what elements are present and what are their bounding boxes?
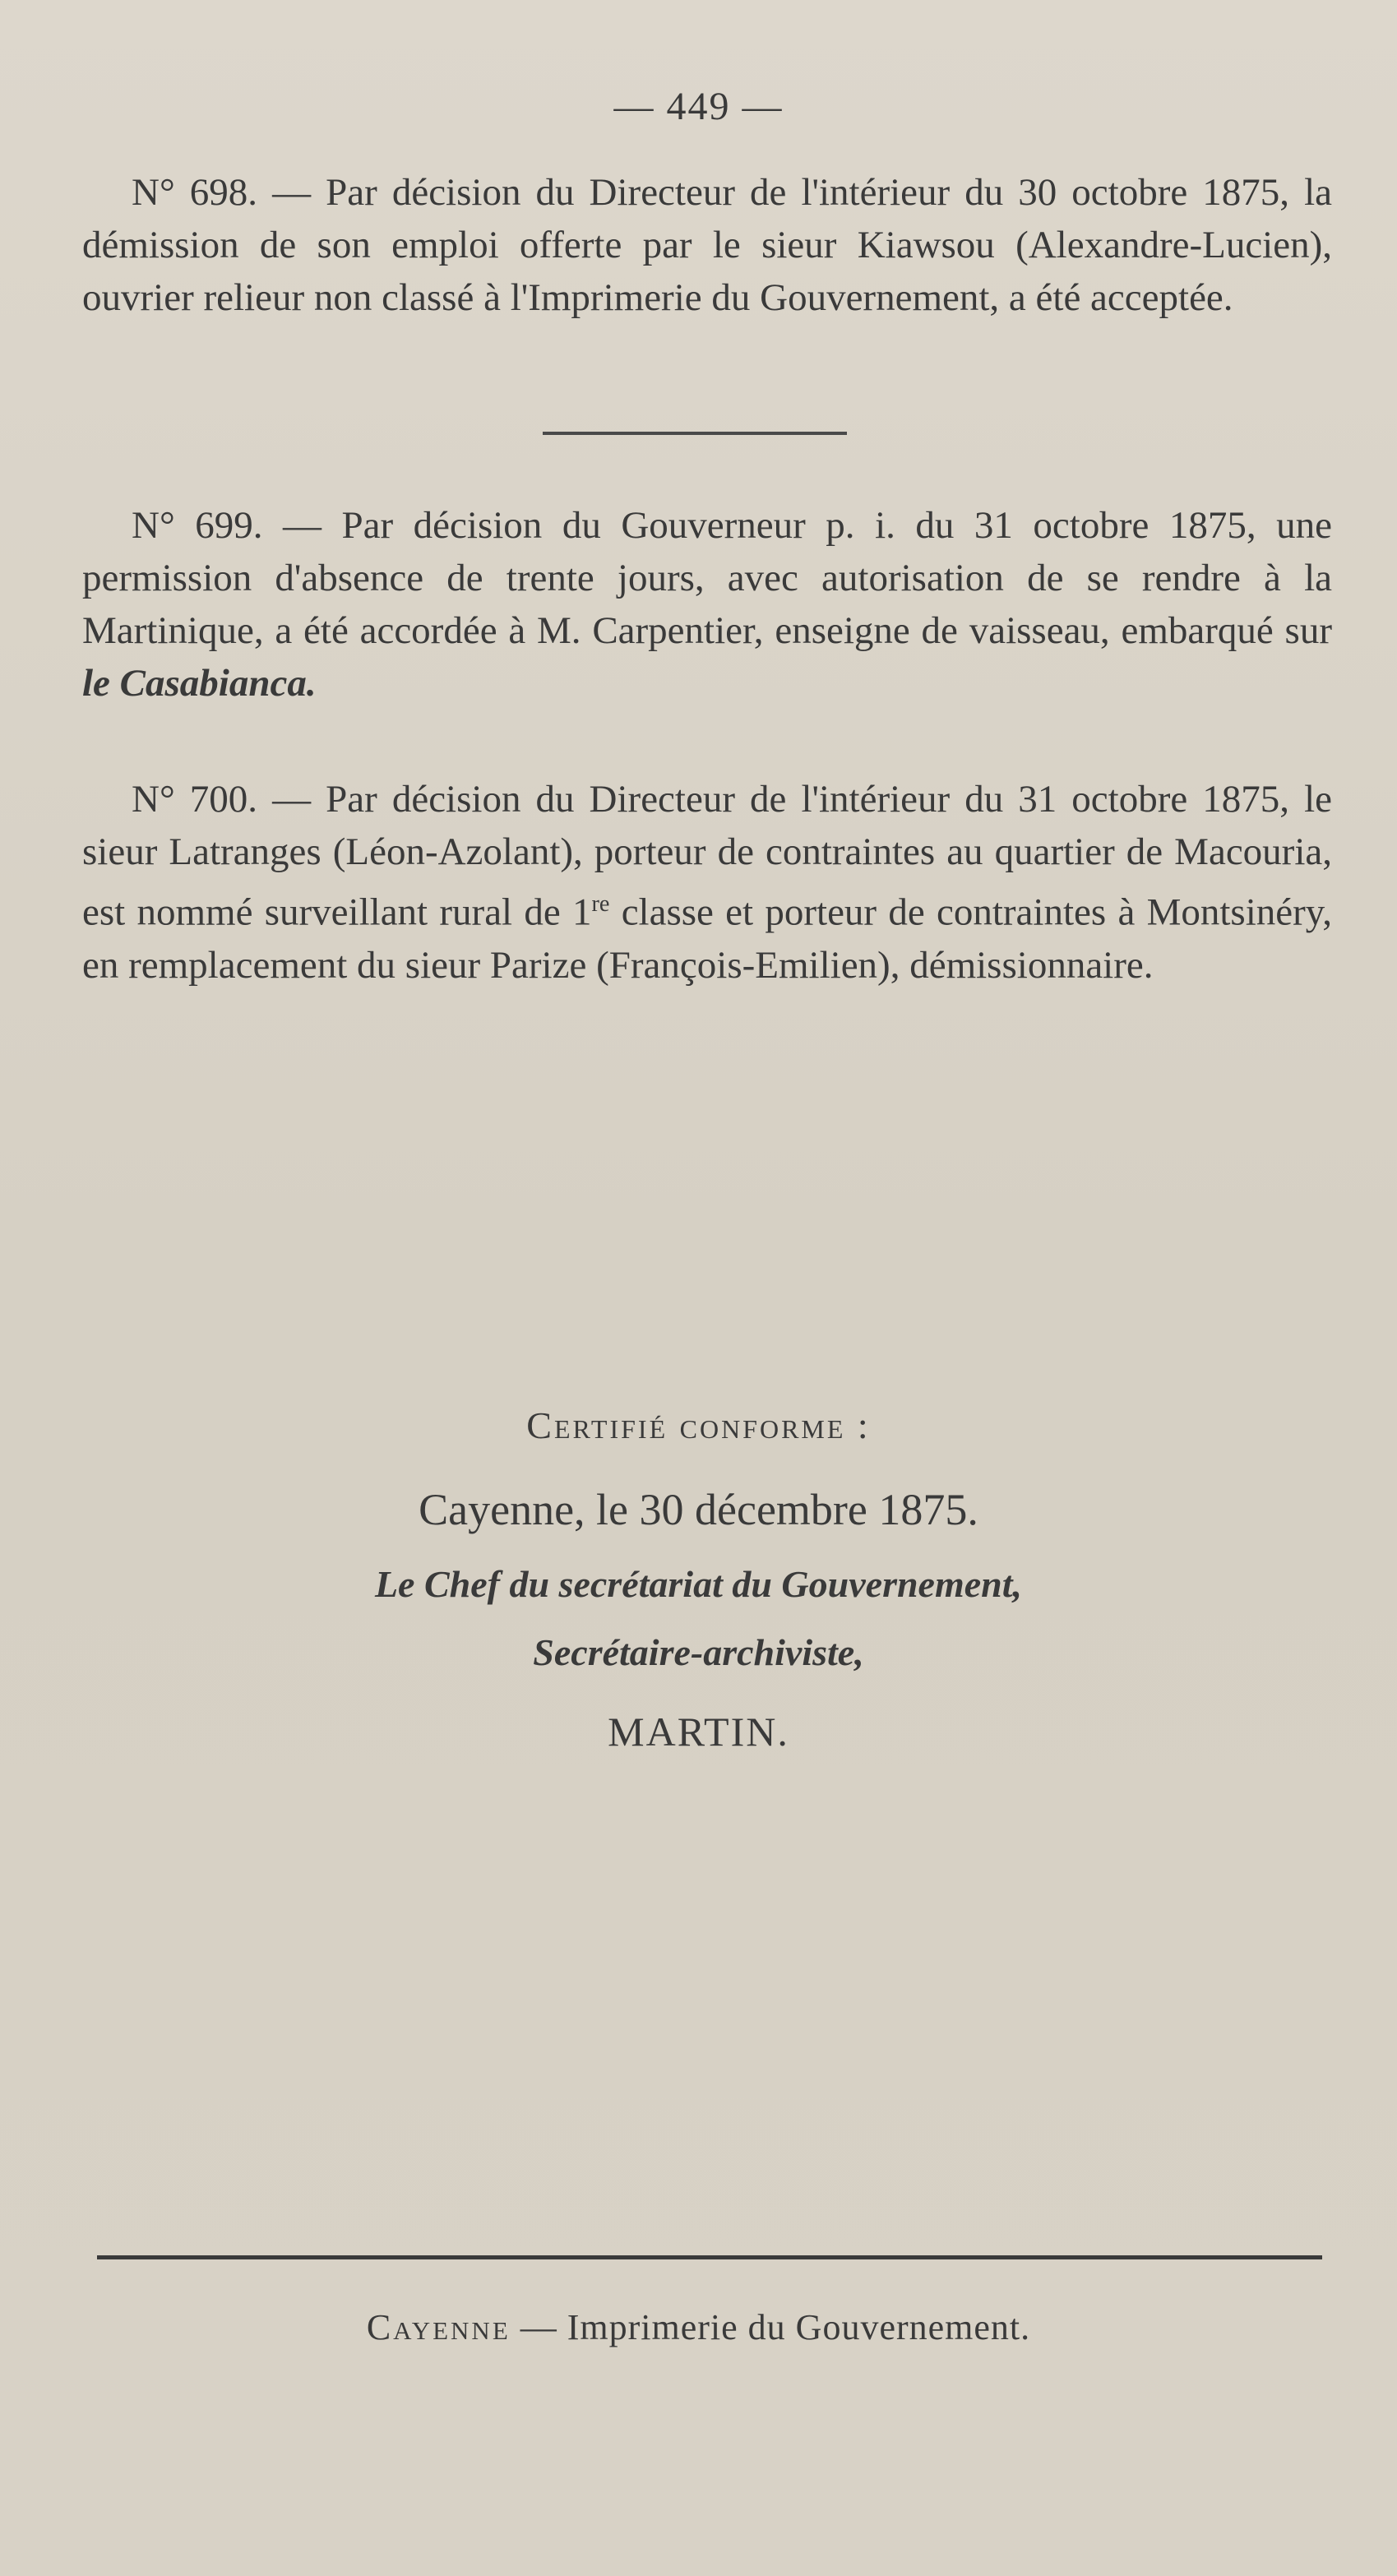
entry-number: N° 700. — [132, 778, 258, 821]
separator-rule — [543, 432, 847, 435]
chief-title: Le Chef du secrétariat du Gouvernement, — [374, 1563, 1023, 1605]
entry-text: — Par décision du Gouverneur p. i. du 31 octobre 1875, une permission d'absence de trente jours, avec autorisation de se rendre à la Martinique, a été accordée à M. Carpentier, enseigne de vaisseau, embarqué sur — [82, 504, 1332, 652]
entry-699 — [82, 499, 1332, 710]
page-number: — 449 — — [613, 85, 784, 128]
entry-text: — Par décision du Directeur de l'intérieur du 30 octobre 1875, la démission de son emploi offerte par le sieur Kiawsou (Alexandre-Lucien), ouvrier relieur non classé à l'Imprimerie du Gouvernement, a été acceptée. — [82, 171, 1332, 319]
printer-footer — [0, 2306, 1397, 2348]
entry-number: N° 698. — [132, 171, 258, 214]
entry-698 — [82, 166, 1332, 324]
footer-rule — [97, 2255, 1322, 2259]
secretary-title: Secrétaire-archiviste, — [533, 1631, 864, 1673]
entry-text: — Par décision du Directeur de l'intérieur du 31 octobre 1875, le sieur Latranges (Léon-Azolant), porteur de contraintes au quartier de Macouria, est nommé surveillant rural de 1 — [82, 778, 1332, 934]
signature: MARTIN. — [608, 1709, 789, 1755]
entry-700 — [82, 773, 1332, 992]
footer-city: Cayenne — [366, 2307, 511, 2347]
ordinal-suffix: re — [591, 891, 610, 917]
entry-text-continued: classe et porteur de contraintes à Montsinéry, en remplacement du sieur Parize (François-Emilien), démissionnaire. — [82, 890, 1332, 987]
place-date: Cayenne, le 30 décembre 1875. — [419, 1485, 978, 1534]
ship-name: le Casabianca. — [82, 662, 317, 705]
entry-number: N° 699. — [132, 504, 263, 547]
certification-heading: Certifié conforme : — [526, 1404, 871, 1446]
footer-printer: — Imprimerie du Gouvernement. — [510, 2307, 1031, 2347]
